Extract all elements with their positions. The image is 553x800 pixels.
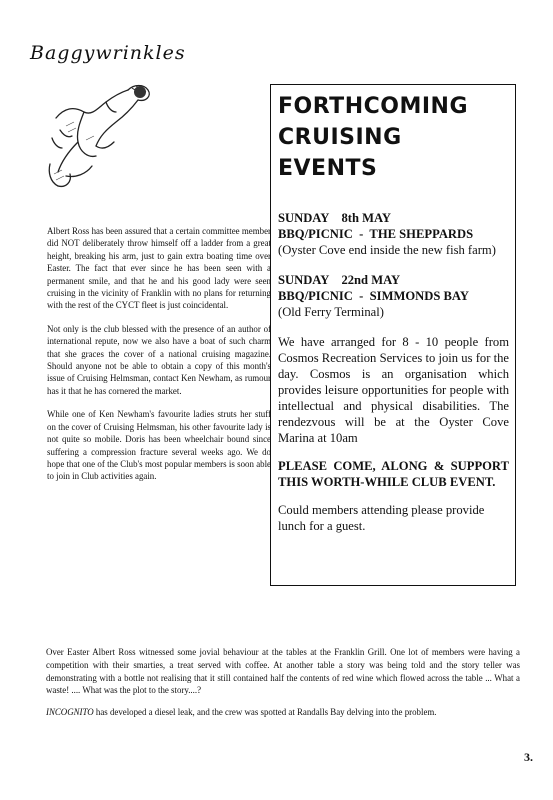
events-title — [278, 91, 509, 184]
event-2-type: BBQ/PICNIC - SIMMONDS BAY — [278, 289, 469, 303]
events-plea: PLEASE COME, ALONG & SUPPORT THIS WORTH-WHILE CLUB EVENT. — [278, 459, 509, 489]
bottom-paragraph-2 — [46, 706, 520, 719]
event-1-date: SUNDAY 8th MAY — [278, 211, 392, 225]
column-paragraph-2: Not only is the club blessed with the presence of an author of international repute, now we also have a boat of such charm that she graces the cover of a national cruising magazine. Should anyone not be able to obtain a copy of this month's issue of Cruising Helmsman, contact Ken Newham, as rumour has it that he has cornered the market. — [47, 323, 271, 396]
bottom-text — [46, 646, 520, 728]
bottom-paragraph-1: Over Easter Albert Ross witnessed some jovial behaviour at the tables at the Franklin Grill. One lot of members were having a competition with their smarties, a treat served with coffee. At another table a story was being told and the story teller was demonstrating with a bottle not realising that it still contained half the contents of red wine which flowed across the table ... What a waste! .... What was the plot to the story....? — [46, 647, 520, 696]
event-1 — [278, 210, 509, 258]
boat-name: INCOGNITO — [46, 707, 94, 718]
event-2-location: (Old Ferry Terminal) — [278, 305, 384, 319]
event-2 — [278, 272, 509, 320]
albatross-sketch — [36, 78, 161, 196]
event-1-location: (Oyster Cove end inside the new fish farm) — [278, 243, 496, 257]
column-paragraph-3: While one of Ken Newham's favourite ladies struts her stuff on the cover of Cruising Helmsman, his other favourite lady is not quite so mobile. Doris has been wheelchair bound since suffering a compression fracture several weeks ago. We do hope that one of the Club's most popular members is soon able to join in Club activities again. — [47, 409, 271, 482]
page-number: 3. — [524, 750, 533, 764]
event-1-type: BBQ/PICNIC - THE SHEPPARDS — [278, 227, 474, 241]
column-title: Baggywrinkles — [30, 42, 186, 64]
column-text — [47, 225, 271, 494]
column-paragraph-1: Albert Ross has been assured that a certain committee member did NOT deliberately throw himself off a ladder from a great height, breaking his arm, just to gain extra boating time over Easter. The fact that ever since he has been seen with a permanent smile, and that he and his good lady were seen cruising in the vicinity of Franklin with no plans for returning with the rest of the CYCT fleet is just coincidental. — [47, 226, 271, 311]
bottom-paragraph-2-rest: has developed a diesel leak, and the crew was spotted at Randalls Bay delving into the problem. — [93, 707, 437, 718]
events-request: Could members attending please provide lunch for a guest. — [278, 503, 485, 533]
events-description: We have arranged for 8 - 10 people from Cosmos Recreation Services to join us for the day. Cosmos is an organisation which provides leisure opportunities for people with intellectual and physical disabilities. The rendezvous will be at the Oyster Cove Marina at 10am — [278, 335, 509, 445]
events-box — [270, 84, 516, 586]
events-title-line-1: FORTHCOMING — [278, 94, 468, 119]
events-title-line-2: CRUISING EVENTS — [278, 125, 402, 181]
event-2-date: SUNDAY 22nd MAY — [278, 273, 401, 287]
